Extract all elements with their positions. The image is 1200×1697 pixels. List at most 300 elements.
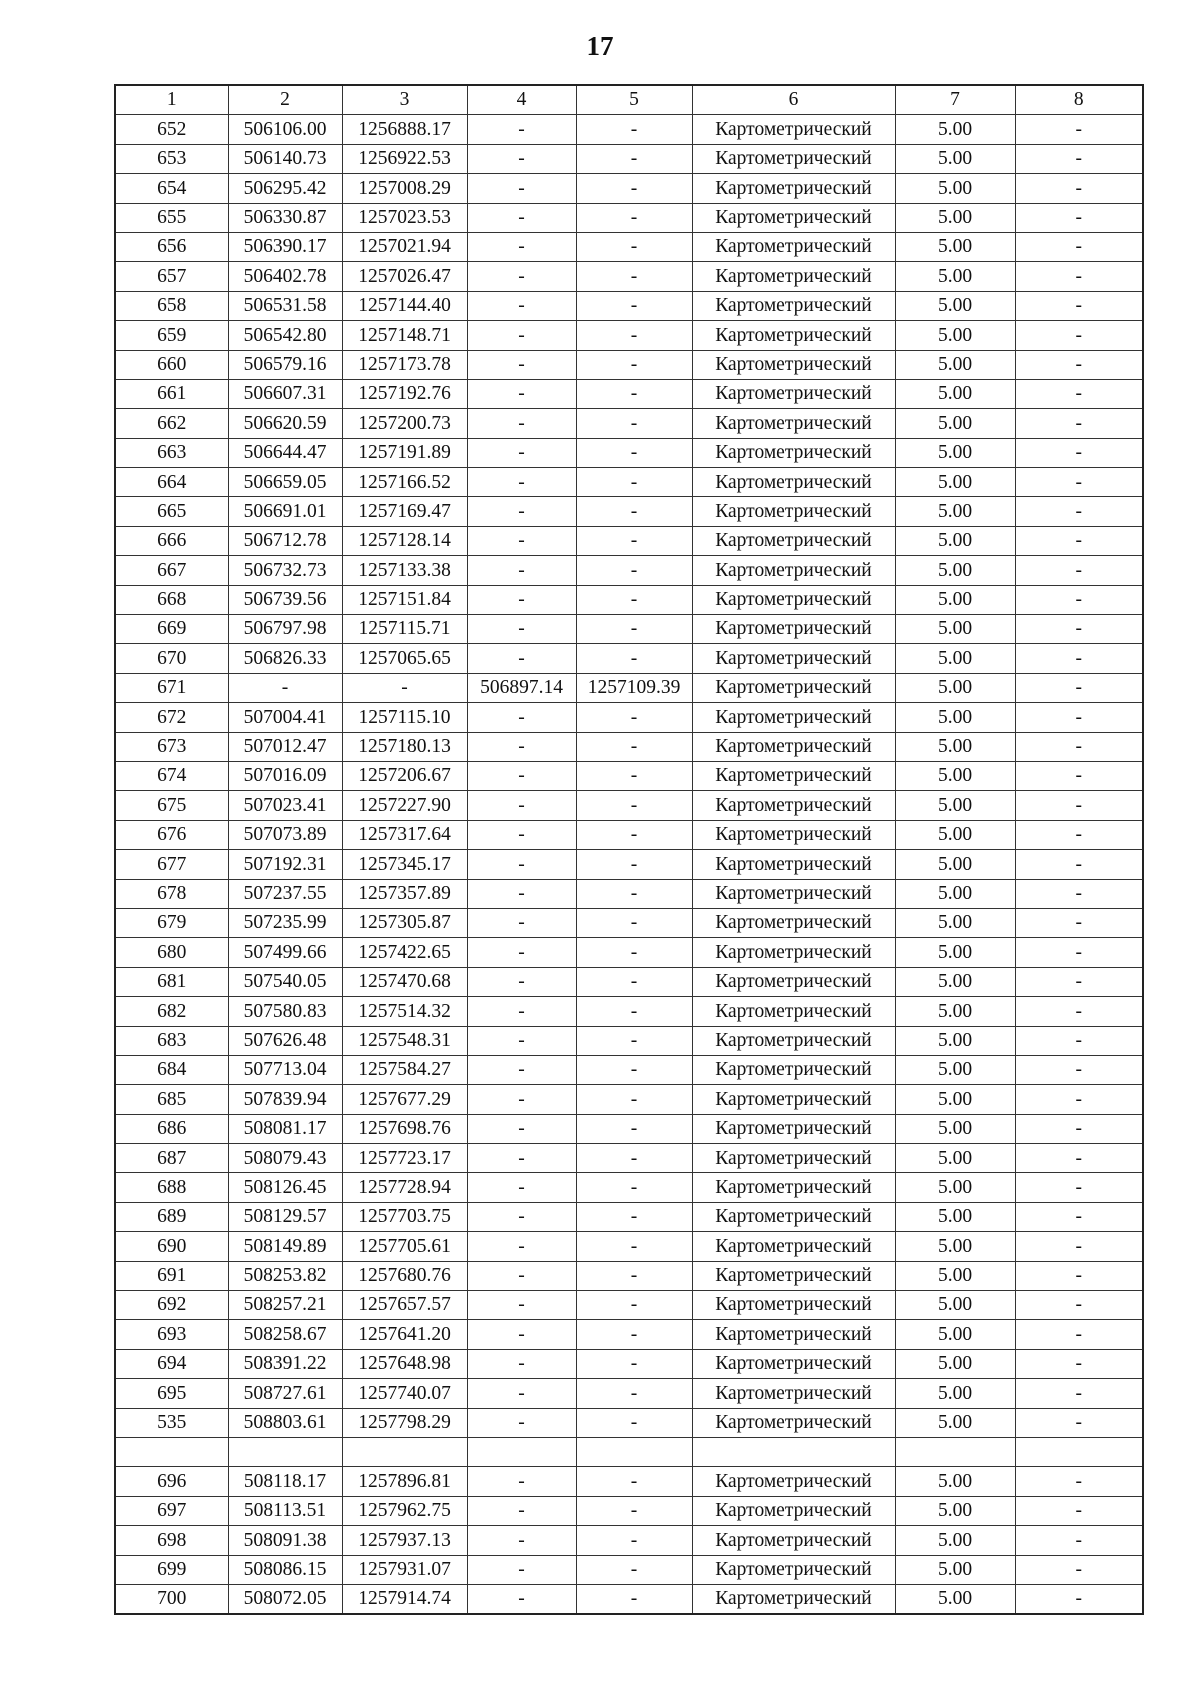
point-number-cell: 676 [115,820,228,849]
new-x-cell: - [467,321,576,350]
new-y-cell: - [576,1496,692,1525]
table-row [115,232,1143,261]
x-coordinate-cell: 507192.31 [228,850,342,879]
x-coordinate-cell: 506542.80 [228,321,342,350]
new-y-cell: - [576,1173,692,1202]
note-cell: - [1015,409,1143,438]
method-cell: Картометрический [692,967,895,996]
y-coordinate-cell: 1257065.65 [342,644,467,673]
new-x-cell: - [467,938,576,967]
table-row [115,350,1143,379]
point-number-cell: 693 [115,1320,228,1349]
x-coordinate-cell: 508072.05 [228,1584,342,1614]
table-row [115,1232,1143,1261]
precision-cell: 5.00 [895,673,1015,702]
method-cell: Картометрический [692,174,895,203]
y-coordinate-cell: 1257026.47 [342,262,467,291]
y-coordinate-cell: 1257931.07 [342,1555,467,1584]
new-x-cell: - [467,203,576,232]
new-x-cell: - [467,1320,576,1349]
new-x-cell: - [467,967,576,996]
precision-cell: 5.00 [895,1232,1015,1261]
column-header: 3 [342,85,467,115]
new-y-cell: - [576,1202,692,1231]
table-row [115,291,1143,320]
x-coordinate-cell: 508391.22 [228,1349,342,1378]
x-coordinate-cell: 507580.83 [228,997,342,1026]
point-number-cell: 655 [115,203,228,232]
method-cell: Картометрический [692,938,895,967]
new-y-cell: - [576,703,692,732]
precision-cell: 5.00 [895,1291,1015,1320]
point-number-cell: 668 [115,585,228,614]
table-row [115,938,1143,967]
precision-cell: 5.00 [895,1202,1015,1231]
note-cell: - [1015,1173,1143,1202]
method-cell: Картометрический [692,526,895,555]
note-cell: - [1015,585,1143,614]
precision-cell: 5.00 [895,203,1015,232]
y-coordinate-cell: 1257305.87 [342,908,467,937]
precision-cell: 5.00 [895,967,1015,996]
precision-cell: 5.00 [895,1467,1015,1496]
note-cell: - [1015,497,1143,526]
new-y-cell: - [576,526,692,555]
precision-cell: 5.00 [895,115,1015,144]
table-row [115,1584,1143,1614]
table-row [115,409,1143,438]
note-cell: - [1015,1202,1143,1231]
point-number-cell: 694 [115,1349,228,1378]
note-cell: - [1015,1144,1143,1173]
method-cell: Картометрический [692,1144,895,1173]
new-x-cell: - [467,468,576,497]
y-coordinate-cell: 1257728.94 [342,1173,467,1202]
note-cell: - [1015,908,1143,937]
note-cell: - [1015,1555,1143,1584]
precision-cell: 5.00 [895,850,1015,879]
new-x-cell: - [467,1379,576,1408]
x-coordinate-cell: 508079.43 [228,1144,342,1173]
new-x-cell: - [467,174,576,203]
y-coordinate-cell: 1257021.94 [342,232,467,261]
point-number-cell: 677 [115,850,228,879]
table-row [115,879,1143,908]
point-number-cell: 692 [115,1291,228,1320]
table-row [115,673,1143,702]
method-cell: Картометрический [692,1555,895,1584]
x-coordinate-cell: 507839.94 [228,1085,342,1114]
new-y-cell: - [576,409,692,438]
x-coordinate-cell: 506797.98 [228,615,342,644]
table-row [115,1496,1143,1525]
new-x-cell: - [467,585,576,614]
x-coordinate-cell: 506659.05 [228,468,342,497]
new-y-cell: - [576,1114,692,1143]
point-number-cell: 535 [115,1408,228,1437]
point-number-cell: 686 [115,1114,228,1143]
table-row [115,703,1143,732]
y-coordinate-cell: 1257115.10 [342,703,467,732]
note-cell: - [1015,1261,1143,1290]
new-y-cell: - [576,1026,692,1055]
note-cell: - [1015,820,1143,849]
new-y-cell: - [576,1349,692,1378]
table-row [115,174,1143,203]
new-x-cell: - [467,879,576,908]
x-coordinate-cell: 508118.17 [228,1467,342,1496]
table-row [115,1526,1143,1555]
point-number-cell: 700 [115,1584,228,1614]
y-coordinate-cell: 1257705.61 [342,1232,467,1261]
y-coordinate-cell: 1257166.52 [342,468,467,497]
table-row [115,820,1143,849]
y-coordinate-cell: 1257128.14 [342,526,467,555]
new-x-cell: - [467,144,576,173]
x-coordinate-cell: 507626.48 [228,1026,342,1055]
point-number-cell: 669 [115,615,228,644]
table-row [115,585,1143,614]
point-number-cell: 660 [115,350,228,379]
point-number-cell: 656 [115,232,228,261]
new-y-cell: - [576,1261,692,1290]
precision-cell: 5.00 [895,1261,1015,1290]
method-cell: Картометрический [692,262,895,291]
note-cell: - [1015,732,1143,761]
note-cell: - [1015,761,1143,790]
new-x-cell: - [467,379,576,408]
column-header: 7 [895,85,1015,115]
new-x-cell: - [467,1085,576,1114]
new-y-cell: - [576,1320,692,1349]
point-number-cell: 690 [115,1232,228,1261]
table-row [115,791,1143,820]
new-x-cell [467,1437,576,1466]
note-cell: - [1015,1291,1143,1320]
new-y-cell: - [576,908,692,937]
precision-cell: 5.00 [895,644,1015,673]
note-cell: - [1015,174,1143,203]
new-y-cell: - [576,1085,692,1114]
x-coordinate-cell: 508126.45 [228,1173,342,1202]
x-coordinate-cell: 506531.58 [228,291,342,320]
new-y-cell: - [576,1232,692,1261]
note-cell: - [1015,1232,1143,1261]
new-y-cell: - [576,379,692,408]
note-cell: - [1015,438,1143,467]
y-coordinate-cell: 1257798.29 [342,1408,467,1437]
precision-cell: 5.00 [895,526,1015,555]
y-coordinate-cell: 1257023.53 [342,203,467,232]
note-cell: - [1015,1408,1143,1437]
y-coordinate-cell: 1257115.71 [342,615,467,644]
new-y-cell: - [576,820,692,849]
table-row [115,615,1143,644]
table-row [115,379,1143,408]
new-x-cell: - [467,350,576,379]
new-y-cell: - [576,232,692,261]
new-x-cell: - [467,497,576,526]
note-cell: - [1015,1379,1143,1408]
note-cell: - [1015,997,1143,1026]
y-coordinate-cell: 1257192.76 [342,379,467,408]
method-cell: Картометрический [692,703,895,732]
method-cell: Картометрический [692,850,895,879]
x-coordinate-cell: 508149.89 [228,1232,342,1261]
table-row [115,1055,1143,1084]
precision-cell: 5.00 [895,232,1015,261]
x-coordinate-cell: 506620.59 [228,409,342,438]
y-coordinate-cell: 1257677.29 [342,1085,467,1114]
y-coordinate-cell [342,1437,467,1466]
note-cell: - [1015,144,1143,173]
table-row [115,761,1143,790]
table-body [115,115,1143,1614]
y-coordinate-cell: 1257144.40 [342,291,467,320]
new-y-cell: - [576,938,692,967]
point-number-cell: 671 [115,673,228,702]
new-x-cell: - [467,556,576,585]
new-x-cell: - [467,1055,576,1084]
x-coordinate-cell: 507023.41 [228,791,342,820]
x-coordinate-cell: - [228,673,342,702]
point-number-cell: 654 [115,174,228,203]
method-cell: Картометрический [692,438,895,467]
y-coordinate-cell: 1257317.64 [342,820,467,849]
new-y-cell: - [576,879,692,908]
new-y-cell: - [576,497,692,526]
point-number-cell: 657 [115,262,228,291]
note-cell: - [1015,203,1143,232]
method-cell: Картометрический [692,144,895,173]
new-y-cell: - [576,1584,692,1614]
point-number-cell: 674 [115,761,228,790]
precision-cell: 5.00 [895,1320,1015,1349]
precision-cell: 5.00 [895,291,1015,320]
x-coordinate-cell: 506140.73 [228,144,342,173]
precision-cell: 5.00 [895,321,1015,350]
precision-cell: 5.00 [895,1055,1015,1084]
method-cell: Картометрический [692,1320,895,1349]
method-cell: Картометрический [692,1467,895,1496]
new-x-cell: - [467,1467,576,1496]
new-y-cell: - [576,615,692,644]
method-cell: Картометрический [692,497,895,526]
y-coordinate-cell: 1257896.81 [342,1467,467,1496]
point-number-cell: 679 [115,908,228,937]
point-number-cell: 666 [115,526,228,555]
method-cell: Картометрический [692,879,895,908]
y-coordinate-cell: 1257740.07 [342,1379,467,1408]
x-coordinate-cell: 506607.31 [228,379,342,408]
note-cell: - [1015,850,1143,879]
precision-cell: 5.00 [895,820,1015,849]
precision-cell: 5.00 [895,1584,1015,1614]
x-coordinate-cell: 506106.00 [228,115,342,144]
table-row [115,1202,1143,1231]
precision-cell: 5.00 [895,1026,1015,1055]
note-cell: - [1015,232,1143,261]
y-coordinate-cell: 1256888.17 [342,115,467,144]
table-row [115,468,1143,497]
note-cell [1015,1437,1143,1466]
table-row [115,644,1143,673]
precision-cell: 5.00 [895,1408,1015,1437]
precision-cell: 5.00 [895,438,1015,467]
new-y-cell: - [576,644,692,673]
method-cell: Картометрический [692,1085,895,1114]
note-cell: - [1015,791,1143,820]
new-x-cell: - [467,644,576,673]
table-row [115,144,1143,173]
new-x-cell: - [467,1408,576,1437]
x-coordinate-cell: 507012.47 [228,732,342,761]
y-coordinate-cell: 1257648.98 [342,1349,467,1378]
note-cell: - [1015,291,1143,320]
note-cell: - [1015,1349,1143,1378]
new-y-cell: - [576,144,692,173]
precision-cell: 5.00 [895,409,1015,438]
table-row [115,1173,1143,1202]
new-y-cell: - [576,1055,692,1084]
precision-cell: 5.00 [895,615,1015,644]
y-coordinate-cell: 1257345.17 [342,850,467,879]
method-cell: Картометрический [692,321,895,350]
new-y-cell: - [576,1291,692,1320]
point-number-cell [115,1437,228,1466]
y-coordinate-cell: - [342,673,467,702]
y-coordinate-cell: 1257962.75 [342,1496,467,1525]
y-coordinate-cell: 1257173.78 [342,350,467,379]
note-cell: - [1015,321,1143,350]
column-header: 5 [576,85,692,115]
note-cell: - [1015,1526,1143,1555]
x-coordinate-cell: 507499.66 [228,938,342,967]
method-cell: Картометрический [692,1232,895,1261]
precision-cell: 5.00 [895,1496,1015,1525]
method-cell: Картометрический [692,1496,895,1525]
x-coordinate-cell: 506390.17 [228,232,342,261]
column-header: 8 [1015,85,1143,115]
new-x-cell: - [467,1232,576,1261]
x-coordinate-cell: 508086.15 [228,1555,342,1584]
note-cell: - [1015,879,1143,908]
method-cell: Картометрический [692,1349,895,1378]
point-number-cell: 675 [115,791,228,820]
method-cell: Картометрический [692,1526,895,1555]
new-x-cell: - [467,1144,576,1173]
method-cell: Картометрический [692,556,895,585]
new-y-cell: - [576,321,692,350]
method-cell: Картометрический [692,615,895,644]
method-cell: Картометрический [692,1584,895,1614]
point-number-cell: 696 [115,1467,228,1496]
x-coordinate-cell: 506295.42 [228,174,342,203]
precision-cell: 5.00 [895,174,1015,203]
point-number-cell: 659 [115,321,228,350]
method-cell: Картометрический [692,409,895,438]
method-cell: Картометрический [692,908,895,937]
new-x-cell: - [467,262,576,291]
new-x-cell: - [467,703,576,732]
method-cell: Картометрический [692,232,895,261]
y-coordinate-cell: 1257703.75 [342,1202,467,1231]
new-x-cell: - [467,615,576,644]
new-y-cell: - [576,1526,692,1555]
precision-cell: 5.00 [895,350,1015,379]
y-coordinate-cell: 1257169.47 [342,497,467,526]
point-number-cell: 667 [115,556,228,585]
y-coordinate-cell: 1257206.67 [342,761,467,790]
x-coordinate-cell [228,1437,342,1466]
precision-cell: 5.00 [895,997,1015,1026]
x-coordinate-cell: 508091.38 [228,1526,342,1555]
new-x-cell: - [467,1496,576,1525]
point-number-cell: 673 [115,732,228,761]
method-cell: Картометрический [692,1408,895,1437]
x-coordinate-cell: 507235.99 [228,908,342,937]
new-y-cell: - [576,761,692,790]
new-y-cell: - [576,115,692,144]
y-coordinate-cell: 1257914.74 [342,1584,467,1614]
note-cell: - [1015,262,1143,291]
point-number-cell: 665 [115,497,228,526]
new-y-cell: 1257109.39 [576,673,692,702]
x-coordinate-cell: 506330.87 [228,203,342,232]
note-cell: - [1015,1055,1143,1084]
note-cell: - [1015,1467,1143,1496]
x-coordinate-cell: 506712.78 [228,526,342,555]
new-x-cell: - [467,526,576,555]
new-y-cell: - [576,1408,692,1437]
note-cell: - [1015,350,1143,379]
new-y-cell: - [576,1555,692,1584]
point-number-cell: 699 [115,1555,228,1584]
precision-cell: 5.00 [895,938,1015,967]
method-cell: Картометрический [692,379,895,408]
new-x-cell: - [467,409,576,438]
note-cell: - [1015,1320,1143,1349]
table-row [115,1555,1143,1584]
table-row [115,1291,1143,1320]
precision-cell: 5.00 [895,703,1015,732]
column-header: 1 [115,85,228,115]
y-coordinate-cell: 1257548.31 [342,1026,467,1055]
method-cell: Картометрический [692,1055,895,1084]
point-number-cell: 663 [115,438,228,467]
new-x-cell: - [467,1261,576,1290]
precision-cell: 5.00 [895,262,1015,291]
table-row [115,203,1143,232]
x-coordinate-cell: 506579.16 [228,350,342,379]
point-number-cell: 697 [115,1496,228,1525]
method-cell: Картометрический [692,1291,895,1320]
coordinates-table [114,84,1144,1615]
method-cell: Картометрический [692,1379,895,1408]
note-cell: - [1015,644,1143,673]
table-row [115,850,1143,879]
new-y-cell: - [576,203,692,232]
new-x-cell: - [467,997,576,1026]
note-cell: - [1015,1085,1143,1114]
new-x-cell: - [467,1173,576,1202]
x-coordinate-cell: 507237.55 [228,879,342,908]
new-y-cell: - [576,967,692,996]
new-x-cell: - [467,1349,576,1378]
precision-cell: 5.00 [895,761,1015,790]
point-number-cell: 680 [115,938,228,967]
point-number-cell: 688 [115,1173,228,1202]
